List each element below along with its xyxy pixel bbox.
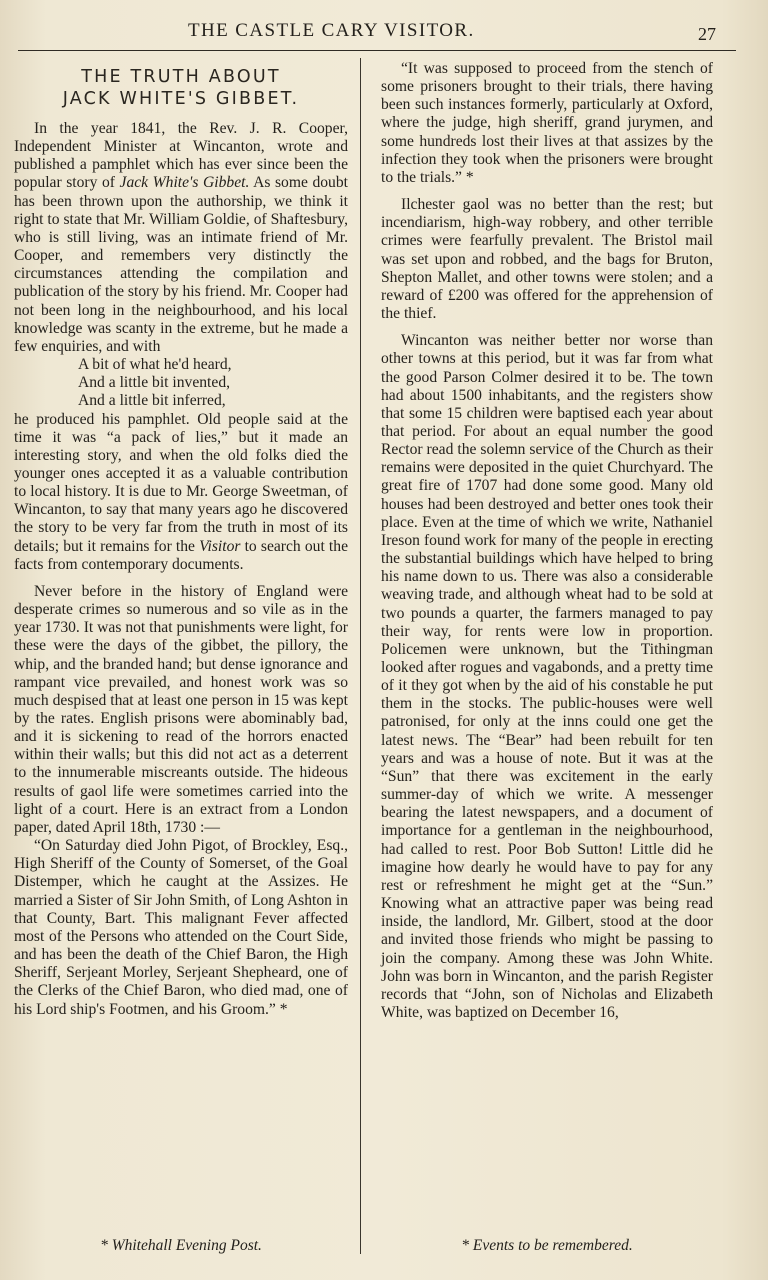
pamphlet-title-italic: Jack White's Gibbet. <box>119 174 250 192</box>
paragraph-ilchester-gaol: Ilchester gaol was no better than the rest; but incendiarism, high-way robbery, and other terrible crimes were fearfully prevalent. The Bristol mail was set upon and robbed, and the bags for Bruton, Shepton Mallet, and other towns were stolen; and a reward of £200 was offered for the apprehension of the thief. <box>381 196 713 323</box>
paragraph-newspaper-extract: “On Saturday died John Pigot, of Brockley, Esq., High Sheriff of the County of Somerset, of the Goal Distemper, which he caught at the Assizes. He married a Sister of Sir John Smith, of Long Ashton in that County, Bart. This malignant Fever affected most of the Persons who attended on the Court Side, and has been the death of the Chief Baron, the High Sheriff, Serjeant Morley, Serjeant Shepheard, one of the Clerks of the Chief Baron, who died mad, one of his Lord ship's Footmen, and his Groom.” * <box>14 837 348 1018</box>
paragraph-pamphlet-text-b: to search out the facts from contemporary documents. <box>14 537 348 573</box>
paragraph-authorship <box>14 120 348 356</box>
paragraph-crimes-1730: Never before in the history of England were desperate crimes so numerous and so vile as in the year 1730. It was not that punishments were light, for these were the days of the gibbet, the pillory, the whip, and the branded hand; but dense ignorance and rampant vice prevailed, and honest work was so much despised that at least one person in 15 was kept by the rates. English prisons were abominably bad, and it is sickening to read of the horrors enacted within their walls; but this did not act as a deterrent to the innumerable miscreants outside. The hideous results of gaol life were sometimes carried into the light of a court. Here is an extract from a London paper, dated April 18th, 1730 :— <box>14 582 348 836</box>
footnote-right: * Events to be remembered. <box>461 1237 633 1254</box>
verse-line-1: A bit of what he'd heard, <box>78 356 232 374</box>
paragraph-authorship-text-a: In the year 1841, the Rev. J. R. Cooper, Independent Minister at Wincanton, wrote and published a pamphlet which has ever since been the popular story of <box>14 120 348 192</box>
verse-line-3: And a little bit inferred, <box>78 392 226 410</box>
paragraph-wincanton: Wincanton was neither better nor worse than other towns at this period, but it was far from what the good Parson Colmer desired it to be. The town had about 1500 inhabitants, and the registers show that some 15 children were baptised each year about that period. For about an equal number the good Rector read the solemn service of the Church as their remains were deposited in the quiet Churchyard. The great fire of 1707 had done some good. Many old houses had been destroyed and better ones took their place. Even at the time of which we write, Nathaniel Ireson found work for many of the people in erecting the substantial buildings which have helped to bring his name down to us. There was also a considerable weaving trade, and although wheat had to be sold at two pounds a quarter, the farmers managed to pay their way, for rents were low in proportion. Policemen were unknown, but the Tithingman looked after rogues and vagabonds, and a pretty time of it they got when by the aid of his constable he put them in the stocks. The public-houses were well patronised, for only at the inns could one get the latest news. The “Bear” had been rebuilt for ten years and was a house of note. But it was at the “Sun” that there was excitement in the early summer-day of which we write. A messenger bearing the latest newspapers, and a document of importance for a gentleman in the neighbourhood, had called to rest. Poor Bob Sutton! Little did he imagine how dearly he would have to pay for any rest or refreshment he might get at the “Sun.” Knowing what an attractive paper was being read inside, the landlord, Mr. Gilbert, stood at the door and invited those friends who might be passing to join the company. Among these was John White. John was born in Wincanton, and the parish Register records that “John, son of Nicholas and Elizabeth White, was baptized on December 16, <box>381 332 713 1021</box>
page-number: 27 <box>698 24 716 44</box>
page-header <box>0 20 768 48</box>
paragraph-authorship-text-b: As some doubt has been thrown upon the authorship, we think it right to state that Mr. William Goldie, of Shaftesbury, who is still living, was an intimate friend of Mr. Cooper, and remembers very distinctly the circumstances attending the compilation and publication of the story by his friend. Mr. Cooper had not been long in the neighbourhood, and his local knowledge was scanty in the extreme, but he made a few enquiries, and with <box>14 174 348 355</box>
running-title: THE CASTLE CARY VISITOR. <box>188 20 475 41</box>
paragraph-gaol-distemper: “It was supposed to proceed from the stench of some prisoners brought to their trials, there having been such instances formerly, particularly at Oxford, where the judge, high sheriff, grand jurymen, and some hundreds lost their lives at that assizes by the infection they took when the prisoners were brought to the trials.” * <box>381 60 713 186</box>
column-divider <box>360 58 361 1254</box>
paragraph-pamphlet <box>14 411 348 574</box>
article-title-line-1: THE TRUTH ABOUT <box>81 67 281 87</box>
paragraph-pamphlet-text-a: he produced his pamphlet. Old people said at the time it was “a pack of lies,” but it made an interesting story, and when the old folks died the younger ones accepted it as a valuable contribution to local history. It is due to Mr. George Sweetman, of Wincanton, to say that many years ago he discovered the story to be very far from the truth in most of its details; but it remains for the <box>14 410 348 555</box>
header-rule <box>18 50 736 51</box>
article-title-line-2: JACK WHITE'S GIBBET. <box>62 89 300 109</box>
verse-line-2: And a little bit invented, <box>78 374 231 392</box>
left-column <box>14 60 348 1019</box>
article-title <box>14 66 348 110</box>
footnote-left: * Whitehall Evening Post. <box>100 1237 262 1254</box>
verse-quote <box>14 356 348 410</box>
visitor-italic: Visitor <box>199 537 241 555</box>
right-column <box>381 60 713 1022</box>
